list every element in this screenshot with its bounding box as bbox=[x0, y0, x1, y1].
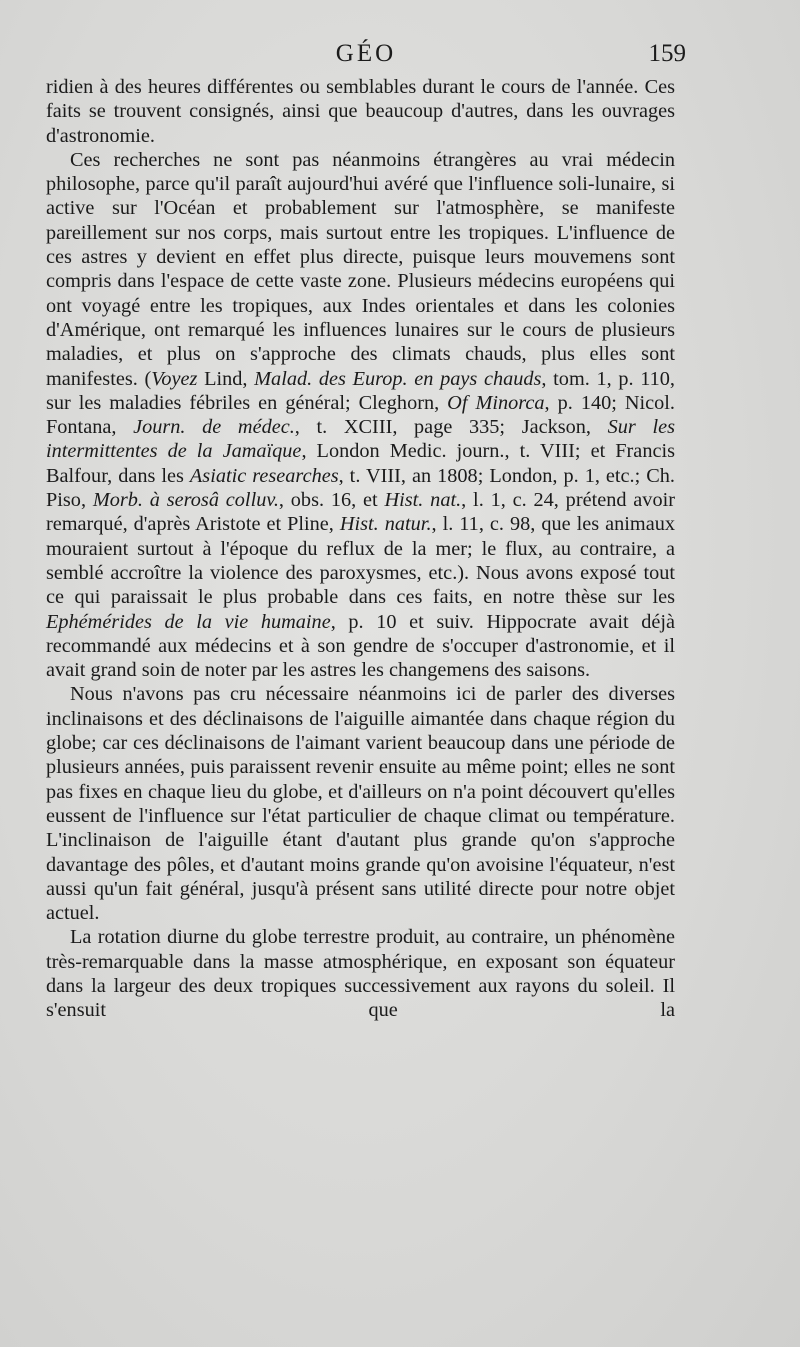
paragraph-4: La rotation diurne du globe terrestre produit, au contraire, un phénomène très-remarquable dans la masse atmosphérique, en exposant son équateur dans la largeur des deux tropiques successivement aux rayons du soleil. Il s'ensuit que la bbox=[46, 926, 675, 1022]
italic-citation: Hist. nat. bbox=[384, 489, 462, 512]
running-head: GÉO bbox=[335, 40, 397, 67]
italic-citation: Voyez bbox=[151, 367, 198, 390]
text-run: , tom. 1, p. 110, sur les maladies fébriles en général; Cleghorn, bbox=[46, 367, 675, 414]
italic-citation: Of Minorca bbox=[447, 391, 545, 414]
italic-citation: Sur les intermittentes de la Jamaïque bbox=[46, 416, 675, 463]
body-text bbox=[46, 75, 675, 1023]
page-header bbox=[46, 40, 686, 80]
italic-citation: Journ. de médec. bbox=[133, 416, 295, 439]
text-run: Lind, bbox=[197, 367, 255, 390]
text-run: Ces recherches ne sont pas néanmoins étrangères au vrai médecin philosophe, parce qu'il paraît aujourd'hui avéré que l'influence soli-lunaire, si active sur l'Océan et probablement sur l'atmosphère, se manifeste pareillement sur nos corps, mais surtout entre les tropiques. L'influence de ces astres y devient en effet plus directe, puisque leurs mouvemens sont compris dans l'espace de cette vaste zone. Plusieurs médecins européens qui ont voyagé entre les tropiques, aux Indes orientales et dans les colonies d'Amérique, ont remarqué les influences lunaires sur le cours de plusieurs maladies, et plus on s'approche des climats chauds, plus elles sont manifestes. ( bbox=[46, 148, 675, 390]
text-run: , t. XCIII, page 335; Jackson, bbox=[294, 416, 608, 439]
italic-citation: Morb. à serosâ colluv. bbox=[92, 489, 279, 512]
italic-citation: Hist. natur. bbox=[339, 513, 432, 536]
page-number: 159 bbox=[648, 40, 686, 67]
text-run: , London Medic. journ., t. VIII; et Francis Balfour, dans les bbox=[46, 440, 675, 487]
text-run: , t. VIII, an 1808; London, p. 1, etc.; Ch. Piso, bbox=[46, 464, 675, 512]
italic-citation: Ephémérides de la vie humaine bbox=[46, 610, 331, 633]
text-run: , obs. 16, et bbox=[278, 489, 385, 512]
paragraph-3: Nous n'avons pas cru nécessaire néanmoins ici de parler des diverses inclinaisons et des déclinaisons de l'aiguille aimantée dans chaque région du globe; car ces déclinaisons de l'aimant varient beaucoup dans une période de plusieurs années, puis paraissent revenir ensuite au même point; elles ne sont pas fixes en chaque lieu du globe, et d'ailleurs on n'a point découvert qu'elles eussent de l'influence sur l'état particulier de chaque climat ou température. L'inclinaison de l'aiguille étant d'autant plus grande qu'on s'approche davantage des pôles, et d'autant moins grande qu'on avoisine l'équateur, n'est aussi qu'un fait général, jusqu'à présent sans utilité directe pour notre objet actuel. bbox=[46, 683, 675, 925]
paragraph-1: ridien à des heures différentes ou semblables durant le cours de l'année. Ces faits se trouvent consignés, ainsi que beaucoup d'autres, dans les ouvrages d'astronomie. bbox=[46, 76, 675, 147]
paragraph-2 bbox=[46, 148, 675, 683]
text-run: , l. 1, c. 24, prétend avoir remarqué, d'après Aristote et Pline, bbox=[46, 489, 675, 536]
italic-citation: Asiatic researches bbox=[189, 464, 339, 487]
text-run: , l. 11, c. 98, que les animaux mouraient surtout à l'époque du reflux de la mer; le flux, au contraire, a semblé accroître la violence des paroxysmes, etc.). Nous avons exposé tout ce qui paraissait le plus probable dans ces faits, en notre thèse sur les bbox=[46, 513, 675, 609]
italic-citation: Malad. des Europ. en pays chauds bbox=[254, 367, 542, 390]
text-run: , p. 10 et suiv. Hippocrate avait déjà recommandé aux médecins et à son gendre de s'occuper d'astronomie, et il avait grand soin de noter par les astres les changemens des saisons. bbox=[46, 610, 675, 682]
text-run: , p. 140; Nicol. Fontana, bbox=[46, 391, 675, 439]
